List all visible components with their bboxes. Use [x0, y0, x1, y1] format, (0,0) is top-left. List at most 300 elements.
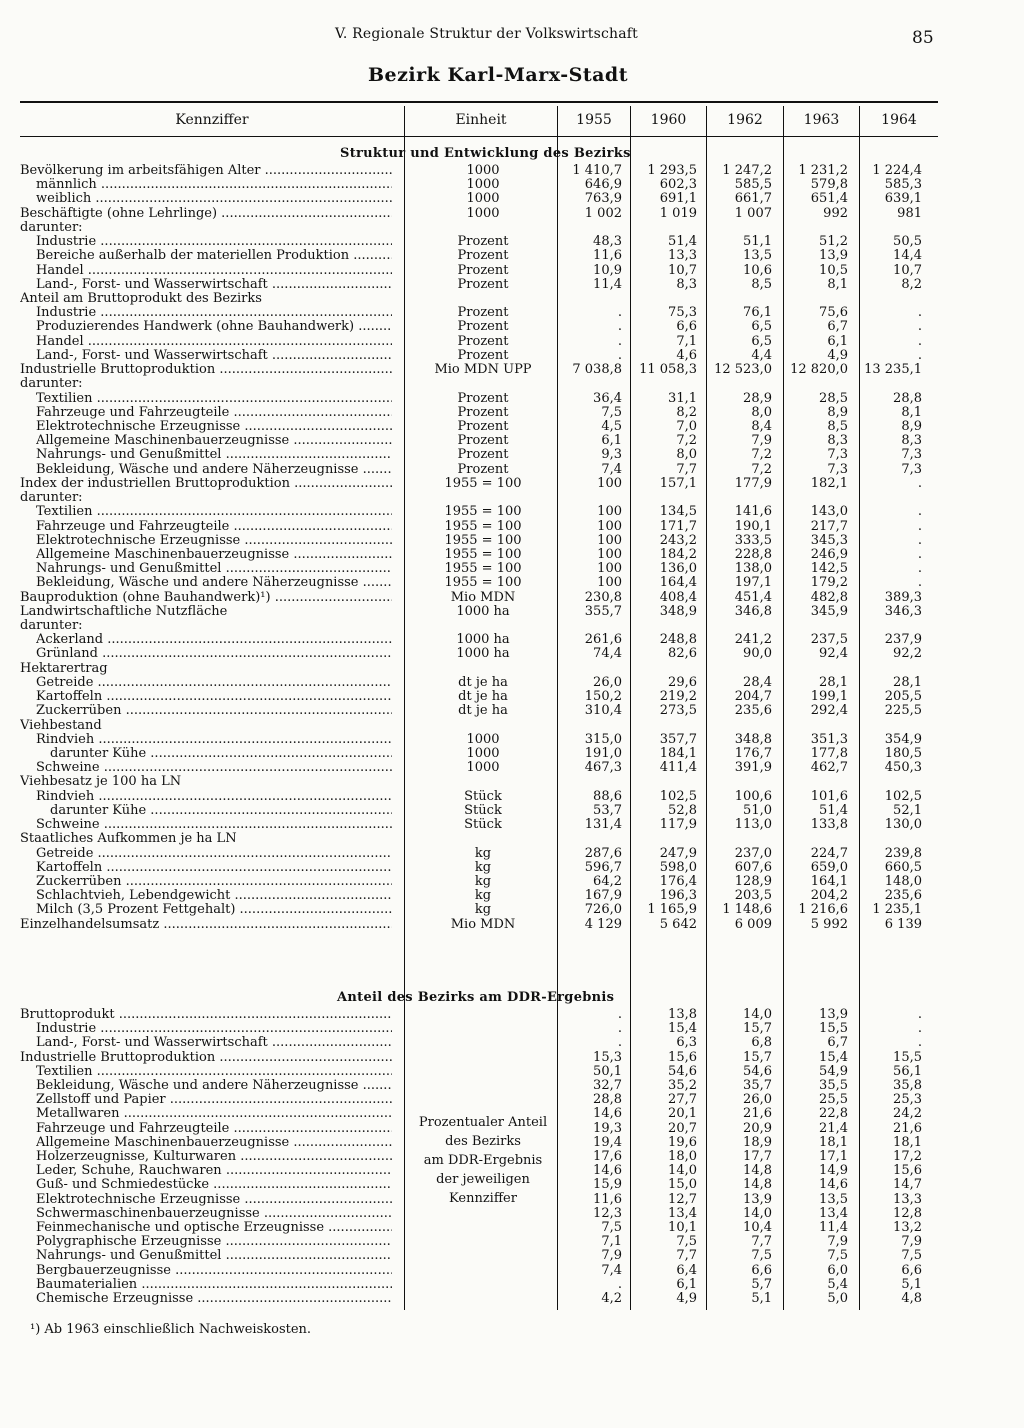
- value-cell: 8,1: [827, 276, 848, 292]
- value-cell: .: [617, 1021, 622, 1037]
- value-cell: 13,5: [819, 1191, 848, 1207]
- value-cell: 19,4: [593, 1134, 622, 1150]
- table-row: [0, 633, 1024, 647]
- value-cell: 82,6: [668, 646, 697, 662]
- value-cell: 8,5: [751, 276, 772, 292]
- row-label: männlich .....: [36, 178, 392, 192]
- value-cell: 28,1: [819, 674, 848, 690]
- value-cell: 15,7: [743, 1049, 772, 1065]
- table-row: [0, 1008, 1024, 1022]
- value-cell: 6,1: [676, 1276, 697, 1292]
- value-cell: 203,5: [734, 888, 772, 904]
- value-cell: 585,5: [734, 177, 772, 193]
- value-cell: 228,8: [734, 546, 772, 562]
- row-label: Kartoffeln .....: [36, 690, 392, 704]
- value-cell: 75,3: [668, 305, 697, 321]
- row-label: Schweine .....: [36, 818, 392, 832]
- note-line: am DDR-Ergebnis: [423, 1153, 543, 1168]
- value-cell: .: [917, 1021, 922, 1037]
- table-row: [0, 719, 1024, 733]
- table-row: [0, 662, 1024, 676]
- note-line: Prozentualer Anteil: [418, 1115, 548, 1130]
- value-cell: 346,8: [734, 603, 772, 619]
- table-row: [0, 704, 1024, 718]
- value-cell: 6,1: [827, 333, 848, 349]
- value-cell: 462,7: [810, 760, 848, 776]
- value-cell: 10,5: [819, 262, 848, 278]
- value-cell: 287,6: [584, 845, 622, 861]
- table-row: [0, 392, 1024, 406]
- value-cell: 14,6: [819, 1177, 848, 1193]
- value-cell: 10,6: [743, 262, 772, 278]
- value-cell: .: [617, 333, 622, 349]
- value-cell: 8,0: [676, 447, 697, 463]
- value-cell: 7 038,8: [572, 362, 622, 378]
- table-row: [0, 1093, 1024, 1107]
- value-cell: 204,7: [734, 689, 772, 705]
- value-cell: 8,9: [827, 404, 848, 420]
- value-cell: 391,9: [734, 760, 772, 776]
- table-row: [0, 520, 1024, 534]
- row-unit: 1000: [466, 746, 500, 762]
- value-cell: 90,0: [743, 646, 772, 662]
- row-label: Textilien .....: [36, 1065, 392, 1079]
- row-unit: 1000 ha: [456, 603, 510, 619]
- row-label: Textilien .....: [36, 392, 392, 406]
- value-cell: 15,6: [893, 1163, 922, 1179]
- row-label: Bruttoprodukt .....: [20, 1008, 392, 1022]
- value-cell: 182,1: [810, 475, 848, 491]
- value-cell: 88,6: [593, 788, 622, 804]
- value-cell: 7,7: [676, 1248, 697, 1264]
- value-cell: 130,0: [884, 817, 922, 833]
- value-cell: 7,7: [676, 461, 697, 477]
- value-cell: .: [617, 1035, 622, 1051]
- row-unit: Mio MDN: [450, 916, 516, 932]
- value-cell: 237,9: [884, 632, 922, 648]
- row-label: Elektrotechnische Erzeugnisse .....: [36, 1193, 392, 1207]
- value-cell: 199,1: [810, 689, 848, 705]
- value-cell: 5,4: [827, 1276, 848, 1292]
- table-row: [0, 349, 1024, 363]
- value-cell: 54,9: [819, 1063, 848, 1079]
- row-label: Handel .....: [36, 335, 392, 349]
- row-unit: 1955 = 100: [444, 518, 522, 534]
- table-row: [0, 790, 1024, 804]
- note-line: Kennziffer: [449, 1191, 517, 1206]
- row-unit: dt je ha: [458, 674, 508, 690]
- value-cell: 27,7: [668, 1092, 697, 1108]
- row-label: Land-, Forst- und Wasserwirtschaft .....: [36, 278, 392, 292]
- table-row: [0, 605, 1024, 619]
- row-unit: dt je ha: [458, 703, 508, 719]
- table-row: [0, 221, 1024, 235]
- value-cell: 7,3: [901, 461, 922, 477]
- value-cell: 18,1: [893, 1134, 922, 1150]
- value-cell: 351,3: [810, 731, 848, 747]
- table-row: [0, 875, 1024, 889]
- row-label: Staatliches Aufkommen je ha LN: [20, 832, 237, 847]
- value-cell: 6,3: [676, 1035, 697, 1051]
- value-cell: 4,4: [751, 347, 772, 363]
- value-cell: 21,6: [743, 1106, 772, 1122]
- table-row: [0, 903, 1024, 917]
- value-cell: 482,8: [810, 589, 848, 605]
- value-cell: 8,3: [827, 433, 848, 449]
- row-label: Zuckerrüben .....: [36, 875, 392, 889]
- value-cell: 247,9: [659, 845, 697, 861]
- value-cell: 13,9: [819, 1007, 848, 1022]
- value-cell: 190,1: [734, 518, 772, 534]
- value-cell: 13,5: [743, 248, 772, 264]
- row-unit: 1000: [466, 205, 500, 221]
- value-cell: 4,9: [676, 1291, 697, 1306]
- row-label: Allgemeine Maschinenbauerzeugnisse .....: [36, 548, 392, 562]
- value-cell: 450,3: [884, 760, 922, 776]
- table-row: [0, 420, 1024, 434]
- value-cell: 24,2: [893, 1106, 922, 1122]
- value-cell: 1 216,6: [798, 902, 848, 918]
- value-cell: 15,0: [668, 1177, 697, 1193]
- row-unit: 1955 = 100: [444, 546, 522, 562]
- value-cell: 148,0: [884, 874, 922, 889]
- value-cell: 64,2: [593, 874, 622, 889]
- row-unit: kg: [474, 874, 492, 889]
- value-cell: 602,3: [659, 177, 697, 193]
- value-cell: 8,2: [676, 404, 697, 420]
- value-cell: 5 992: [810, 916, 848, 932]
- value-cell: 22,8: [819, 1106, 848, 1122]
- value-cell: 164,4: [659, 575, 697, 591]
- row-unit: Stück: [464, 802, 502, 818]
- value-cell: 992: [823, 205, 848, 221]
- value-cell: 17,1: [819, 1149, 848, 1164]
- value-cell: 54,6: [668, 1063, 697, 1079]
- table-row: [0, 434, 1024, 448]
- value-cell: 230,8: [584, 589, 622, 605]
- value-cell: 8,2: [901, 276, 922, 292]
- value-cell: 75,6: [819, 305, 848, 321]
- value-cell: .: [917, 532, 922, 548]
- value-cell: 204,2: [810, 888, 848, 904]
- value-cell: 128,9: [734, 874, 772, 889]
- row-unit: 1000 ha: [456, 646, 510, 662]
- row-unit: Mio MDN: [450, 589, 516, 605]
- table-row: [0, 335, 1024, 349]
- table-row: [0, 847, 1024, 861]
- value-cell: 7,4: [601, 461, 622, 477]
- table-row: [0, 1278, 1024, 1292]
- value-cell: 92,2: [893, 646, 922, 662]
- value-cell: 1 247,2: [722, 163, 772, 178]
- value-cell: 7,9: [601, 1248, 622, 1264]
- value-cell: 1 002: [584, 205, 622, 221]
- value-cell: 100,6: [734, 788, 772, 804]
- column-header-1964: 1964: [881, 112, 917, 128]
- row-label: Leder, Schuhe, Rauchwaren .....: [36, 1164, 392, 1178]
- row-label: Fahrzeuge und Fahrzeugteile .....: [36, 1122, 392, 1136]
- table-row: [0, 761, 1024, 775]
- value-cell: 7,2: [751, 447, 772, 463]
- value-cell: 239,8: [884, 845, 922, 861]
- row-label: Viehbesatz je 100 ha LN: [20, 775, 182, 790]
- value-cell: 10,4: [743, 1220, 772, 1235]
- value-cell: 1 293,5: [647, 163, 697, 178]
- value-cell: 13,2: [893, 1220, 922, 1235]
- row-label: Produzierendes Handwerk (ohne Bauhandwerk) .....: [36, 320, 392, 334]
- row-unit: 1000: [466, 163, 500, 178]
- value-cell: 292,4: [810, 703, 848, 719]
- value-cell: 6,7: [827, 1035, 848, 1051]
- value-cell: 15,9: [593, 1177, 622, 1193]
- value-cell: 101,6: [810, 788, 848, 804]
- table-row: [0, 733, 1024, 747]
- value-cell: 261,6: [584, 632, 622, 648]
- value-cell: 15,5: [893, 1049, 922, 1065]
- row-unit: 1000 ha: [456, 632, 510, 648]
- table-row: [0, 264, 1024, 278]
- row-label: darunter Kühe .....: [50, 747, 392, 761]
- value-cell: .: [617, 1007, 622, 1022]
- value-cell: 13 235,1: [864, 362, 922, 378]
- table-top-rule: [20, 101, 938, 103]
- table-row: [0, 1022, 1024, 1036]
- value-cell: 15,7: [743, 1021, 772, 1037]
- value-cell: 451,4: [734, 589, 772, 605]
- value-cell: 35,8: [893, 1078, 922, 1093]
- table-row: [0, 889, 1024, 903]
- page-title: Bezirk Karl-Marx-Stadt: [368, 64, 628, 86]
- value-cell: 315,0: [584, 731, 622, 747]
- value-cell: 6 009: [734, 916, 772, 932]
- value-cell: 184,1: [659, 746, 697, 762]
- value-cell: 28,4: [743, 674, 772, 690]
- value-cell: 36,4: [593, 390, 622, 406]
- value-cell: 8,3: [901, 433, 922, 449]
- value-cell: 14,0: [668, 1163, 697, 1179]
- row-unit: Stück: [464, 788, 502, 804]
- value-cell: 14,0: [743, 1007, 772, 1022]
- value-cell: 13,9: [819, 248, 848, 264]
- table-row: [0, 406, 1024, 420]
- row-label: Getreide .....: [36, 676, 392, 690]
- value-cell: 100: [597, 575, 622, 591]
- row-label: Hektarertrag: [20, 661, 108, 676]
- note-line: der jeweiligen: [436, 1172, 530, 1187]
- value-cell: 354,9: [884, 731, 922, 747]
- value-cell: 1 235,1: [872, 902, 922, 918]
- table-row: [0, 1221, 1024, 1235]
- row-label: Nahrungs- und Genußmittel .....: [36, 1249, 392, 1263]
- value-cell: 467,3: [584, 760, 622, 776]
- row-label: Land-, Forst- und Wasserwirtschaft .....: [36, 1036, 392, 1050]
- row-label: Guß- und Schmiedestücke .....: [36, 1178, 392, 1192]
- value-cell: 138,0: [734, 561, 772, 577]
- value-cell: .: [917, 504, 922, 520]
- row-unit: Prozent: [457, 305, 509, 321]
- value-cell: 235,6: [734, 703, 772, 719]
- value-cell: 100: [597, 504, 622, 520]
- table-row: [0, 363, 1024, 377]
- value-cell: 56,1: [893, 1063, 922, 1079]
- value-cell: 17,6: [593, 1149, 622, 1164]
- row-label: Grünland .....: [36, 647, 392, 661]
- value-cell: 596,7: [584, 859, 622, 875]
- value-cell: 51,1: [743, 234, 772, 250]
- row-unit: Prozent: [457, 404, 509, 420]
- row-unit: Prozent: [457, 347, 509, 363]
- row-label: Viehbestand: [20, 718, 102, 733]
- row-unit: Prozent: [457, 248, 509, 264]
- row-label: Bergbauerzeugnisse .....: [36, 1264, 392, 1278]
- value-cell: 131,4: [584, 817, 622, 833]
- value-cell: 102,5: [659, 788, 697, 804]
- value-cell: 7,1: [676, 333, 697, 349]
- value-cell: 48,3: [593, 234, 622, 250]
- value-cell: 28,8: [893, 390, 922, 406]
- row-unit: 1955 = 100: [444, 475, 522, 491]
- value-cell: 20,1: [668, 1106, 697, 1122]
- value-cell: 167,9: [584, 888, 622, 904]
- row-unit: 1955 = 100: [444, 504, 522, 520]
- value-cell: .: [617, 347, 622, 363]
- column-header-einheit: Einheit: [455, 112, 507, 128]
- value-cell: 346,3: [884, 603, 922, 619]
- value-cell: 7,3: [827, 447, 848, 463]
- value-cell: 51,2: [819, 234, 848, 250]
- value-cell: .: [917, 561, 922, 577]
- value-cell: 237,5: [810, 632, 848, 648]
- value-cell: 13,9: [743, 1191, 772, 1207]
- value-cell: 6,5: [751, 319, 772, 335]
- value-cell: 691,1: [659, 191, 697, 207]
- value-cell: 134,5: [659, 504, 697, 520]
- value-cell: 4,2: [601, 1291, 622, 1306]
- value-cell: 14,8: [743, 1163, 772, 1179]
- value-cell: 10,7: [668, 262, 697, 278]
- value-cell: 21,4: [819, 1120, 848, 1136]
- value-cell: 8,9: [901, 418, 922, 434]
- table-row: [0, 775, 1024, 789]
- row-label: Elektrotechnische Erzeugnisse .....: [36, 420, 392, 434]
- note-line: des Bezirks: [445, 1134, 521, 1149]
- value-cell: 7,5: [901, 1248, 922, 1264]
- value-cell: 7,9: [901, 1234, 922, 1250]
- value-cell: 17,2: [893, 1149, 922, 1164]
- value-cell: 14,7: [893, 1177, 922, 1193]
- row-label: Allgemeine Maschinenbauerzeugnisse .....: [36, 434, 392, 448]
- value-cell: .: [917, 347, 922, 363]
- row-label: Land-, Forst- und Wasserwirtschaft .....: [36, 349, 392, 363]
- value-cell: 11,4: [819, 1220, 848, 1235]
- value-cell: 12 820,0: [790, 362, 848, 378]
- value-cell: 8,4: [751, 418, 772, 434]
- value-cell: 243,2: [659, 532, 697, 548]
- table-row: [0, 1079, 1024, 1093]
- value-cell: 6,6: [751, 1262, 772, 1278]
- footnote: ¹) Ab 1963 einschließlich Nachweiskosten.: [30, 1322, 312, 1337]
- value-cell: 19,6: [668, 1134, 697, 1150]
- row-label: Industrielle Bruttoproduktion .....: [20, 1051, 392, 1065]
- table-row: [0, 1292, 1024, 1306]
- table-row: [0, 832, 1024, 846]
- column-header-1955: 1955: [576, 112, 612, 128]
- value-cell: 6,8: [751, 1035, 772, 1051]
- row-unit: Prozent: [457, 333, 509, 349]
- value-cell: 7,5: [601, 404, 622, 420]
- row-label: darunter:: [20, 491, 83, 506]
- row-label: Allgemeine Maschinenbauerzeugnisse .....: [36, 1136, 392, 1150]
- value-cell: 345,9: [810, 603, 848, 619]
- row-label: Nahrungs- und Genußmittel .....: [36, 448, 392, 462]
- value-cell: 100: [597, 475, 622, 491]
- value-cell: 333,5: [734, 532, 772, 548]
- table-row: [0, 463, 1024, 477]
- value-cell: 8,3: [676, 276, 697, 292]
- value-cell: 224,7: [810, 845, 848, 861]
- value-cell: 100: [597, 532, 622, 548]
- table-row: [0, 619, 1024, 633]
- table-row: [0, 306, 1024, 320]
- value-cell: 32,7: [593, 1078, 622, 1093]
- value-cell: 11,6: [593, 248, 622, 264]
- table-row: [0, 804, 1024, 818]
- value-cell: 1 224,4: [872, 163, 922, 178]
- value-cell: 25,5: [819, 1092, 848, 1108]
- value-cell: 12,3: [593, 1205, 622, 1221]
- value-cell: 13,4: [819, 1205, 848, 1221]
- row-unit: Prozent: [457, 461, 509, 477]
- value-cell: 10,7: [893, 262, 922, 278]
- value-cell: 52,8: [668, 802, 697, 818]
- table-row: [0, 178, 1024, 192]
- value-cell: 14,8: [743, 1177, 772, 1193]
- value-cell: 21,6: [893, 1120, 922, 1136]
- value-cell: 26,0: [593, 674, 622, 690]
- row-unit: Mio MDN UPP: [434, 362, 532, 378]
- value-cell: 28,5: [819, 390, 848, 406]
- value-cell: 310,4: [584, 703, 622, 719]
- table-row: [0, 647, 1024, 661]
- value-cell: 348,9: [659, 603, 697, 619]
- row-unit: Prozent: [457, 390, 509, 406]
- value-cell: 7,7: [751, 1234, 772, 1250]
- value-cell: 8,0: [751, 404, 772, 420]
- table-row: [0, 918, 1024, 932]
- row-unit: 1000: [466, 731, 500, 747]
- value-cell: 6,4: [676, 1262, 697, 1278]
- row-label: Kartoffeln .....: [36, 861, 392, 875]
- value-cell: 28,8: [593, 1092, 622, 1108]
- table-row: [0, 591, 1024, 605]
- row-label: Industrie .....: [36, 1022, 392, 1036]
- running-header: V. Regionale Struktur der Volkswirtschaft: [335, 26, 638, 42]
- value-cell: 10,9: [593, 262, 622, 278]
- value-cell: 15,3: [593, 1049, 622, 1065]
- value-cell: 12 523,0: [714, 362, 772, 378]
- value-cell: 12,8: [893, 1205, 922, 1221]
- row-label: Fahrzeuge und Fahrzeugteile .....: [36, 406, 392, 420]
- value-cell: 35,5: [819, 1078, 848, 1093]
- row-label: Bekleidung, Wäsche und andere Näherzeugnisse .....: [36, 576, 392, 590]
- table-row: [0, 818, 1024, 832]
- table-row: [0, 320, 1024, 334]
- value-cell: 7,9: [751, 433, 772, 449]
- value-cell: 607,6: [734, 859, 772, 875]
- value-cell: 7,2: [676, 433, 697, 449]
- value-cell: 177,9: [734, 475, 772, 491]
- value-cell: 150,2: [584, 689, 622, 705]
